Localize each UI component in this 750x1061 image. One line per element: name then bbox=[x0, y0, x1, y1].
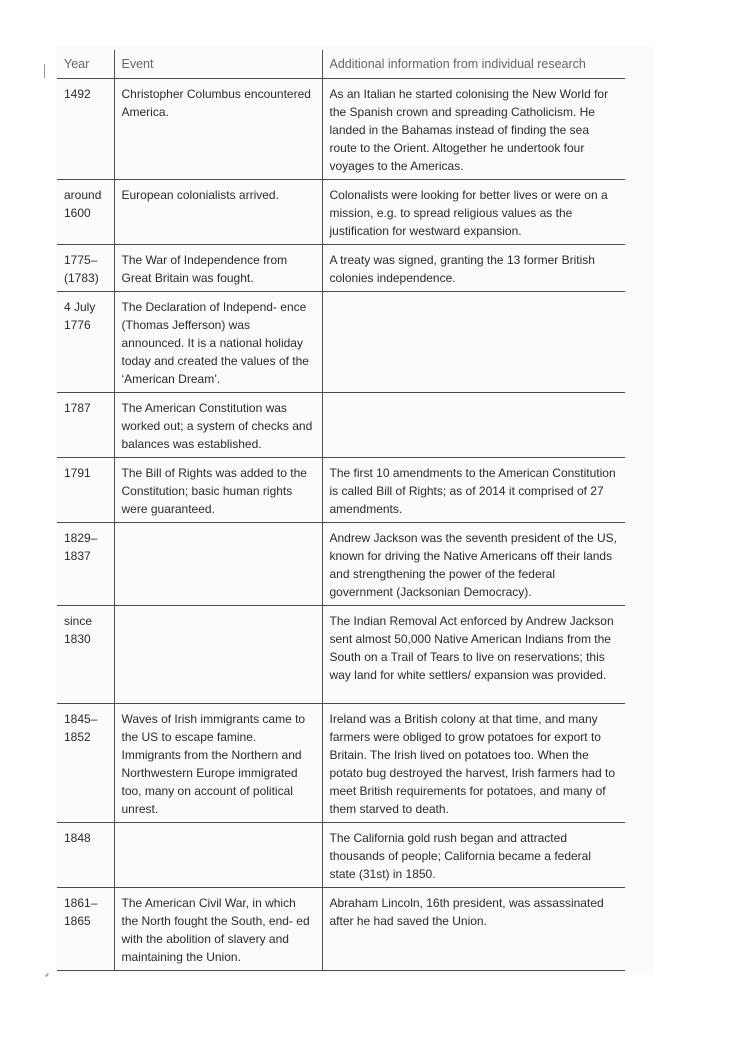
year-cell: 1791 bbox=[57, 458, 114, 523]
event-cell bbox=[114, 523, 322, 606]
table-row bbox=[57, 523, 625, 606]
event-cell: The Declaration of Independ- ence (Thomas Jefferson) was announced. It is a national holiday today and created the values of the ‘American Dream’. bbox=[114, 292, 322, 393]
table-row bbox=[57, 292, 625, 393]
year-cell: since 1830 bbox=[57, 606, 114, 704]
year-cell: 1861– 1865 bbox=[57, 888, 114, 971]
scan-mark bbox=[45, 973, 49, 977]
table-row bbox=[57, 606, 625, 704]
info-cell: The Indian Removal Act enforced by Andrew Jackson sent almost 50,000 Native American Indians from the South on a Trail of Tears to live on reservations; this way land for white settlers/ expansion was provided. bbox=[322, 606, 625, 704]
event-cell: The Bill of Rights was added to the Constitution; basic human rights were guaranteed. bbox=[114, 458, 322, 523]
year-cell: 1787 bbox=[57, 393, 114, 458]
info-cell: A treaty was signed, granting the 13 former British colonies independence. bbox=[322, 245, 625, 292]
year-cell: 1848 bbox=[57, 823, 114, 888]
table-row bbox=[57, 888, 625, 971]
event-cell: The American Civil War, in which the North fought the South, end- ed with the abolition of slavery and maintaining the Union. bbox=[114, 888, 322, 971]
year-cell: 4 July 1776 bbox=[57, 292, 114, 393]
event-cell bbox=[114, 606, 322, 704]
info-cell bbox=[322, 393, 625, 458]
table-row bbox=[57, 823, 625, 888]
event-cell: Christopher Columbus encountered America. bbox=[114, 79, 322, 180]
year-cell: 1845– 1852 bbox=[57, 704, 114, 823]
year-cell: 1775–(1783) bbox=[57, 245, 114, 292]
table-row bbox=[57, 704, 625, 823]
table-row bbox=[57, 180, 625, 245]
timeline-table bbox=[57, 50, 625, 971]
table-row bbox=[57, 458, 625, 523]
table-row bbox=[57, 79, 625, 180]
info-cell bbox=[322, 292, 625, 393]
table-row bbox=[57, 393, 625, 458]
event-cell: European colonialists arrived. bbox=[114, 180, 322, 245]
table-row bbox=[57, 245, 625, 292]
header-row bbox=[57, 50, 625, 79]
info-cell: Colonalists were looking for better lives or were on a mission, e.g. to spread religious values as the justification for westward expansion. bbox=[322, 180, 625, 245]
info-cell: The first 10 amendments to the American Constitution is called Bill of Rights; as of 2014 it comprised of 27 amendments. bbox=[322, 458, 625, 523]
event-cell bbox=[114, 823, 322, 888]
info-cell: The California gold rush began and attracted thousands of people; California became a federal state (31st) in 1850. bbox=[322, 823, 625, 888]
info-cell: Ireland was a British colony at that time, and many farmers were obliged to grow potatoes for export to Britain. The Irish lived on potatoes too. When the potato bug destroyed the harvest, Irish farmers had to meet British requirements for potatoes, and many of them starved to death. bbox=[322, 704, 625, 823]
header-year: Year bbox=[57, 50, 114, 79]
scan-mark bbox=[44, 64, 45, 78]
event-cell: The War of Independence from Great Britain was fought. bbox=[114, 245, 322, 292]
header-info: Additional information from individual research bbox=[322, 50, 625, 79]
year-cell: 1492 bbox=[57, 79, 114, 180]
year-cell: around 1600 bbox=[57, 180, 114, 245]
info-cell: As an Italian he started colonising the New World for the Spanish crown and spreading Catholicism. He landed in the Bahamas instead of finding the sea route to the Orient. Altogether he undertook four voyages to the Americas. bbox=[322, 79, 625, 180]
event-cell: The American Constitution was worked out; a system of checks and balances was established. bbox=[114, 393, 322, 458]
event-cell: Waves of Irish immigrants came to the US to escape famine. Immigrants from the Northern and Northwestern Europe immigrated too, many on account of political unrest. bbox=[114, 704, 322, 823]
header-event: Event bbox=[114, 50, 322, 79]
info-cell: Abraham Lincoln, 16th president, was assassinated after he had saved the Union. bbox=[322, 888, 625, 971]
year-cell: 1829– 1837 bbox=[57, 523, 114, 606]
info-cell: Andrew Jackson was the seventh president of the US, known for driving the Native Americans off their lands and strengthening the power of the federal government (Jacksonian Democracy). bbox=[322, 523, 625, 606]
